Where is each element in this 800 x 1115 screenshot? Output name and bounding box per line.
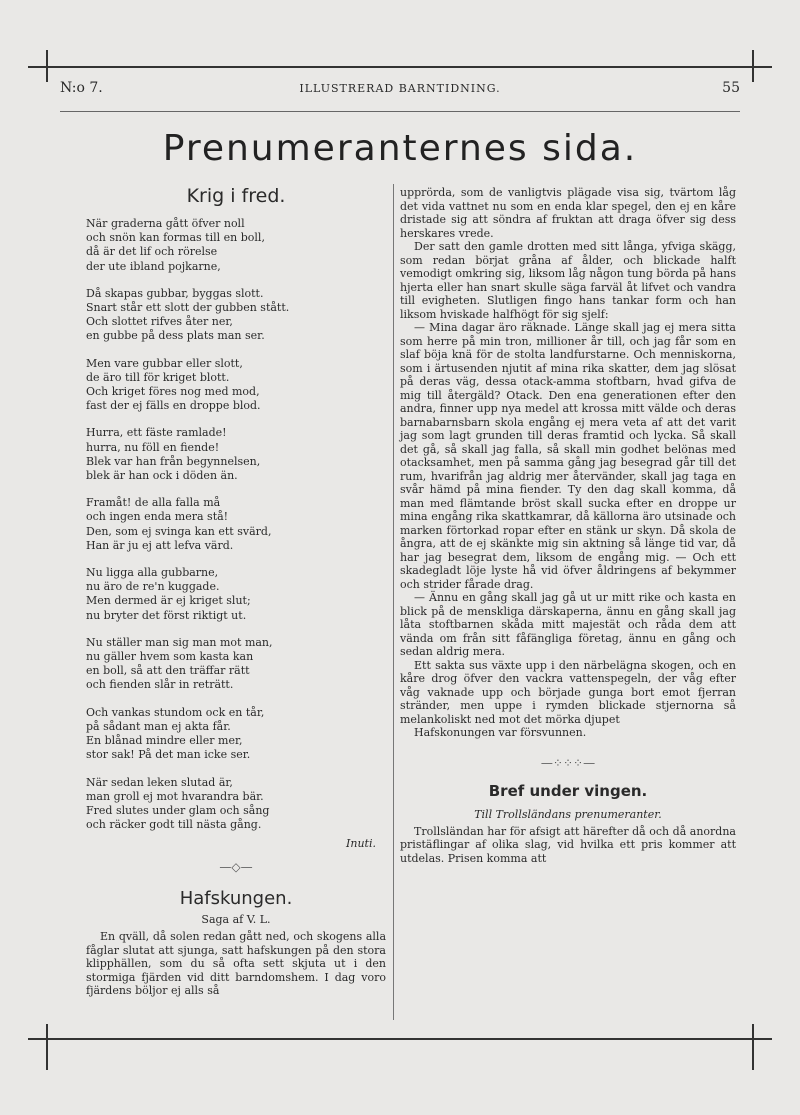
poem-line: När graderna gått öfver noll [86, 217, 245, 230]
poem-line: då är det lif och rörelse [86, 245, 218, 259]
poem-line: hurra, nu föll en fiende! [86, 440, 220, 454]
header-underline [60, 111, 740, 112]
poem-line: nu äro de re'n kuggade. [86, 580, 220, 594]
poem-line: nu bryter det först riktigt ut. [86, 608, 247, 622]
story-title: Hafskungen. [179, 888, 293, 910]
left-column [86, 185, 386, 998]
poem-line: på sådant man ej akta får. [86, 719, 231, 733]
story-paragraph: upprörda, som de vanligtvis plägade visa sig, tvärtom låg det vida vattnet nu som en enda klar spegel, den ej en kåre dristade sig att söndra af fruktan att draga öfver sig dess herskares vrede. [400, 186, 736, 240]
poem-stanza [86, 426, 386, 483]
poem-line: Hurra, ett fäste ramlade! [86, 426, 227, 440]
page-title: Prenumeranternes sida. [162, 128, 638, 169]
ornament-divider: —◇— [219, 860, 253, 875]
poem-body [86, 217, 386, 832]
right-column [400, 186, 736, 865]
poem-line: blek är han ock i döden än. [86, 469, 238, 483]
poem-line: och ingen enda mera stå! [86, 510, 229, 524]
story-byline: Saga af V. L. [201, 913, 271, 927]
poem-line: Och slottet rifves åter ner, [86, 315, 233, 329]
poem-line: Men dermed är ej kriget slut; [86, 594, 251, 608]
poem-stanza [86, 287, 386, 344]
top-right-tick [752, 50, 754, 82]
bottom-left-tick [46, 1024, 48, 1070]
story-text-right [400, 186, 736, 740]
poem-line: Och vankas stundom ock en tår, [86, 705, 265, 719]
poem-line: och snön kan formas till en boll, [86, 231, 265, 245]
poem-stanza [86, 776, 386, 833]
poem-line: nu gäller hvem som kasta kan [86, 650, 254, 664]
poem-stanza [86, 496, 386, 553]
poem-line: en gubbe på dess plats man ser. [86, 329, 265, 343]
poem-signature: Inuti. [346, 837, 376, 851]
poem-line: En blånad mindre eller mer, [86, 734, 243, 748]
bottom-rule [28, 1038, 772, 1040]
page-number: 55 [722, 80, 740, 96]
ornament-divider-right: —⁘⁘⁘— [540, 755, 596, 770]
poem-line: Framåt! de alla falla må [86, 496, 221, 510]
poem-title: Krig i fred. [186, 185, 286, 207]
poem-stanza [86, 217, 386, 274]
poem-line: När sedan leken slutad är, [86, 775, 233, 789]
poem-line: och fienden slår in reträtt. [86, 678, 234, 692]
poem-stanza [86, 357, 386, 414]
story-paragraph: — Ännu en gång skall jag gå ut ur mitt rike och kasta en blick på de menskliga därskaperna, ännu en gång skall jag låta stoftbarnen skåda mitt majestät och råda dem att vända om från sitt fåfängliga företag, ännu en gång och sedan aldrig mera. [400, 591, 736, 658]
letters-paragraph: Trollsländan har för afsigt att härefter då och då anordna pristäflingar af olika slag, vid hvilka ett pris kommer att utdelas. Prisen komma att [400, 824, 736, 865]
poem-line: de äro till för kriget blott. [86, 370, 230, 384]
story-paragraph: Ett sakta sus växte upp i den närbelägna skogen, och en kåre drog öfver den vackra vattenspegeln, der våg efter våg vaknade upp och började gunga bort emot fjerran stränder, men uppe i rymden blickade stjernorna så melankoliskt ned mot det mörka djupet [400, 658, 736, 726]
poem-line: Fred slutes under glam och sång [86, 803, 270, 817]
poem-line: man groll ej mot hvarandra bär. [86, 789, 264, 803]
poem-line: der ute ibland pojkarne, [86, 259, 221, 273]
poem-line: Då skapas gubbar, byggas slott. [86, 286, 264, 300]
letters-title: Bref under vingen. [488, 781, 648, 800]
poem-line: Nu ligga alla gubbarne, [86, 566, 219, 580]
poem-stanza [86, 636, 386, 693]
poem-line: och räcker godt till nästa gång. [86, 818, 262, 832]
bottom-right-tick [752, 1024, 754, 1070]
poem-line: Snart står ett slott der gubben stått. [86, 301, 290, 315]
poem-line: Och kriget föres nog med mod, [86, 385, 260, 399]
column-divider [393, 184, 394, 1020]
poem-line: Men vare gubbar eller slott, [86, 356, 243, 370]
issue-number: N:o 7. [60, 80, 103, 96]
poem-line: Blek var han från begynnelsen, [86, 454, 261, 468]
top-left-tick [46, 50, 48, 82]
story-paragraph: — Mina dagar äro räknade. Länge skall jag ej mera sitta som herre på min tron, millioner år till, och jag får som en slaf böja knä för de stolta landfurstarne. Och menniskorna, som i ärtusenden njutit af mina rika skatter, dem jag slösat på deras väg, dessa otack-amma stoftbarn, hvad gifva de mig till återgäld? Otack. Den ena generationen efter den andra, finner upp nya medel att krossa mitt välde och deras barnabarnsbarn skola engång ej mera veta af att det varit jag som lagt grunden till deras framtid och lycka. Så skall det gå, så skall jag falla, så skall min godhet belönas med otacksamhet, men på samma gång jag besegrad går till det rum, hvarifrån jag aldrig mer återvänder, skall jag taga en svår hämd på mina fiender. Ty den dag skall komma, då man med flämtande bröst skall sucka efter en droppe ur mina engång rika skattkamrar, då källorna äro utsinade och marken förtorkad ropar efter en stänk ur skyn. Då skola de ångra, att de ej skänkte mig sin aktning så länge tid var, då har jag besegrat dem, liksom de engång mig. — Och ett skadegladt löje lyste hå vid öfver åldringens af bekymmer och strider fårade drag. [400, 321, 736, 591]
poem-stanza [86, 566, 386, 623]
letters-addressee: Till Trollsländans prenumeranter. [474, 807, 662, 821]
poem-line: Nu ställer man sig man mot man, [86, 635, 273, 649]
poem-line: en boll, så att den träffar rätt [86, 664, 250, 678]
poem-line: Den, som ej svinga kan ett svärd, [86, 524, 272, 538]
story-paragraph: Der satt den gamle drotten med sitt långa, yfviga skägg, som redan börjat gråna af ålder, och blickade halft vemodigt omkring sig, liksom låg någon tung börda på hans hjerta eller han snart skulle säga farväl åt lifvet och vandra till evigheten. Slutligen fingo hans tankar form och han liksom hviskade halfhögt för sig sjelf: [400, 240, 736, 321]
poem-line: stor sak! På det man icke ser. [86, 748, 251, 762]
publication-name: ILLUSTRERAD BARNTIDNING. [299, 82, 501, 95]
poem-stanza [86, 706, 386, 763]
poem-line: fast der ej fälls en droppe blod. [86, 399, 261, 413]
letters-text [400, 825, 736, 866]
top-rule [28, 66, 772, 68]
story-paragraph: En qväll, då solen redan gått ned, och skogens alla fåglar slutat att sjunga, satt hafskungen på den stora klipphällen, som du så ofta sett skjuta ut i den stormiga fjärden vid ditt barndomshem. I dag voro fjärdens böljor ej alls så [86, 930, 386, 998]
story-text-left [86, 930, 386, 998]
running-header [60, 80, 740, 100]
poem-line: Han är ju ej att lefva värd. [86, 538, 234, 552]
story-paragraph: Hafskonungen var försvunnen. [414, 726, 587, 739]
